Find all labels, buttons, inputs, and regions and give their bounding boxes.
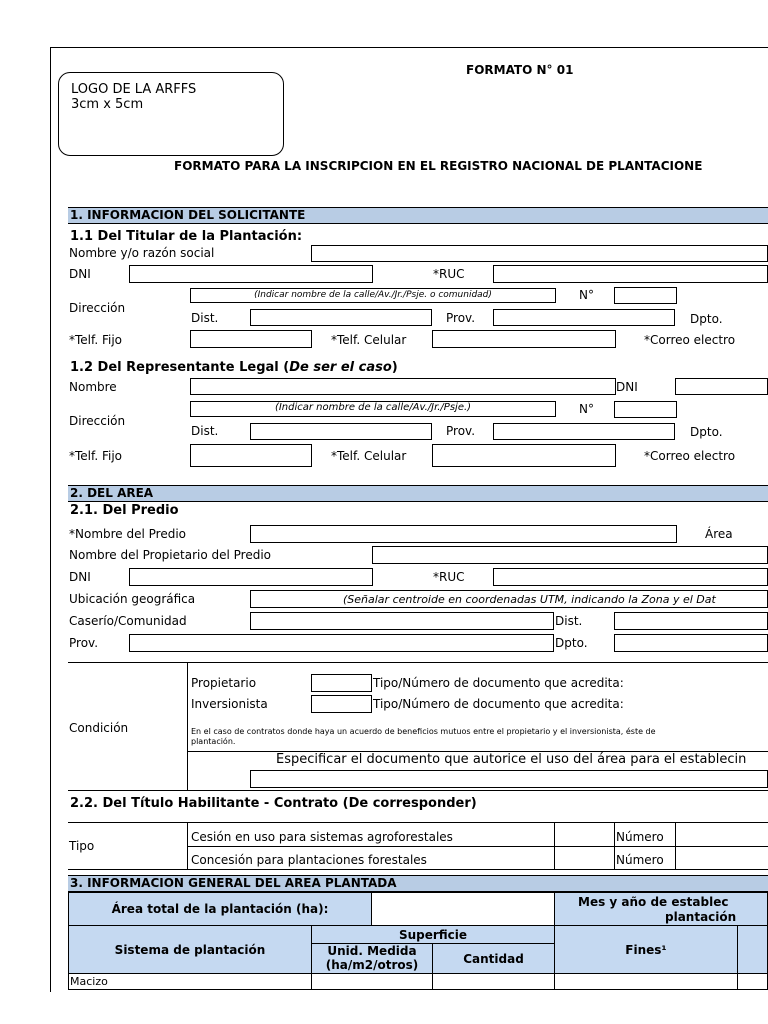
macizo-unid-field[interactable]	[311, 973, 433, 990]
logo-placeholder	[58, 72, 284, 156]
titular-telf-celular-field[interactable]	[432, 330, 616, 348]
representante-telf-celular-label: *Telf. Celular	[331, 449, 407, 463]
titulo-divider-2	[554, 822, 555, 869]
predio-ubicacion-label: Ubicación geográfica	[69, 592, 196, 606]
macizo-label: Macizo	[70, 975, 108, 988]
logo-label-line2: 3cm x 5cm	[71, 97, 144, 112]
predio-caserio-label: Caserío/Comunidad	[69, 614, 187, 628]
section1-header: 1. INFORMACION DEL SOLICITANTE	[68, 207, 768, 224]
condicion-top-rule	[68, 662, 768, 663]
representante-dpto-label: Dpto.	[690, 425, 723, 439]
page-left-border	[50, 47, 51, 992]
condicion-inversionista-label: Inversionista	[191, 697, 268, 711]
titulo-heading: 2.2. Del Título Habilitante - Contrato (De corresponder)	[70, 796, 477, 811]
cantidad-header: Cantidad	[432, 943, 555, 974]
mes-ano-label-line1: Mes y año de establec	[578, 895, 729, 909]
predio-dpto-label: Dpto.	[555, 636, 588, 650]
representante-numero-label: N°	[579, 402, 594, 416]
predio-prov-label: Prov.	[69, 636, 99, 650]
titulo-bottom-rule	[68, 869, 768, 870]
predio-dni-field[interactable]	[129, 568, 373, 586]
titular-telf-celular-label: *Telf. Celular	[331, 333, 407, 347]
fines-header-overflow	[737, 925, 768, 974]
representante-prov-label: Prov.	[446, 424, 476, 438]
representante-direccion-hint: (Indicar nombre de la calle/Av./Jr./Psje.)	[274, 402, 472, 413]
titular-direccion-label: Dirección	[69, 301, 126, 315]
representante-heading: 1.2 Del Representante Legal (De ser el caso)	[70, 360, 398, 375]
predio-dpto-field[interactable]	[614, 634, 768, 652]
titulo-row2-numero-label: Número	[616, 853, 664, 867]
superficie-header: Superficie	[311, 925, 555, 944]
predio-caserio-field[interactable]	[250, 612, 554, 630]
titulo-divider-1	[187, 822, 188, 869]
predio-ruc-field[interactable]	[493, 568, 768, 586]
titular-dist-field[interactable]	[250, 309, 432, 326]
predio-heading: 2.1. Del Predio	[70, 503, 179, 518]
unid-medida-line2: (ha/m2/otros)	[325, 958, 419, 972]
condicion-bottom-rule	[68, 790, 768, 791]
predio-nombre-label: *Nombre del Predio	[69, 527, 187, 541]
macizo-cantidad-field[interactable]	[432, 973, 555, 990]
titular-dni-label: DNI	[69, 267, 91, 281]
titular-numero-label: N°	[579, 288, 594, 302]
representante-nombre-field[interactable]	[190, 378, 616, 395]
titulo-mid-rule	[187, 846, 768, 847]
condicion-contrato-note-line1: En el caso de contratos donde haya un acuerdo de beneficios mutuos entre el propietario y el inversionista, éste de	[191, 727, 656, 736]
condicion-inversionista-checkbox[interactable]	[311, 695, 372, 713]
representante-numero-field[interactable]	[614, 401, 677, 418]
representante-dist-label: Dist.	[191, 424, 219, 438]
titular-nombre-label: Nombre y/o razón social	[69, 246, 215, 260]
representante-telf-celular-field[interactable]	[432, 444, 616, 467]
titular-telf-fijo-field[interactable]	[190, 330, 312, 348]
predio-ruc-label: *RUC	[433, 570, 465, 584]
representante-telf-fijo-field[interactable]	[190, 444, 312, 467]
titulo-row1-label: Cesión en uso para sistemas agroforestales	[191, 830, 453, 844]
titular-correo-label: *Correo electro	[644, 333, 736, 347]
representante-dist-field[interactable]	[250, 423, 432, 440]
predio-propietario-field[interactable]	[372, 546, 768, 564]
condicion-divider	[187, 662, 188, 790]
condicion-inversionista-doc-label: Tipo/Número de documento que acredita:	[373, 697, 624, 711]
representante-direccion-field[interactable]	[190, 401, 556, 417]
titular-heading: 1.1 Del Titular de la Plantación:	[70, 229, 303, 244]
predio-nombre-field[interactable]	[250, 525, 677, 543]
area-total-label: Área total de la plantación (ha):	[68, 892, 372, 926]
titulo-divider-4	[675, 822, 676, 869]
representante-dni-label: DNI	[616, 380, 638, 394]
predio-propietario-label: Nombre del Propietario del Predio	[69, 548, 272, 562]
form-title: FORMATO PARA LA INSCRIPCION EN EL REGISTRO NACIONAL DE PLANTACIONE	[174, 159, 703, 173]
titulo-row1-numero-label: Número	[616, 830, 664, 844]
representante-correo-label: *Correo electro	[644, 449, 736, 463]
especificar-field[interactable]	[250, 770, 768, 788]
predio-ubicacion-field[interactable]	[250, 590, 768, 608]
titular-numero-field[interactable]	[614, 287, 677, 304]
representante-dni-field[interactable]	[675, 378, 768, 395]
fines-header: Fines¹	[554, 925, 738, 974]
titular-telf-fijo-label: *Telf. Fijo	[69, 333, 123, 347]
titular-direccion-field[interactable]	[190, 288, 556, 303]
macizo-extra-field[interactable]	[737, 973, 768, 990]
titulo-divider-3	[614, 822, 615, 869]
titular-prov-label: Prov.	[446, 311, 476, 325]
mes-ano-label-line2: plantación	[665, 910, 737, 924]
titular-prov-field[interactable]	[493, 309, 675, 326]
predio-area-label: Área	[705, 527, 733, 541]
titular-nombre-field[interactable]	[311, 245, 768, 262]
macizo-fines-field[interactable]	[554, 973, 738, 990]
especificar-label: Especificar el documento que autorice el uso del área para el establecin	[276, 752, 747, 767]
titular-ruc-label: *RUC	[433, 267, 465, 281]
representante-direccion-label: Dirección	[69, 414, 126, 428]
representante-prov-field[interactable]	[493, 423, 675, 440]
condicion-propietario-doc-label: Tipo/Número de documento que acredita:	[373, 676, 624, 690]
predio-dist-label: Dist.	[555, 614, 583, 628]
titular-dpto-label: Dpto.	[690, 312, 723, 326]
mes-ano-header	[554, 892, 768, 926]
section2-header: 2. DEL AREA	[68, 485, 768, 502]
titulo-top-rule	[68, 822, 768, 823]
unid-medida-line1: Unid. Medida	[327, 944, 417, 958]
titular-dist-label: Dist.	[191, 311, 219, 325]
representante-telf-fijo-label: *Telf. Fijo	[69, 449, 123, 463]
titular-ruc-field[interactable]	[493, 265, 768, 283]
macizo-row	[68, 973, 312, 990]
condicion-propietario-checkbox[interactable]	[311, 674, 372, 692]
predio-prov-field[interactable]	[129, 634, 554, 652]
titulo-row2-label: Concesión para plantaciones forestales	[191, 853, 427, 867]
predio-dni-label: DNI	[69, 570, 91, 584]
area-total-field[interactable]	[371, 892, 555, 926]
representante-nombre-label: Nombre	[69, 380, 117, 394]
titular-direccion-hint: (Indicar nombre de la calle/Av./Jr./Psje. o comunidad)	[254, 290, 492, 300]
titulo-tipo-label: Tipo	[69, 839, 95, 853]
sistema-header: Sistema de plantación	[68, 925, 312, 974]
logo-label-line1: LOGO DE LA ARFFS	[71, 82, 197, 97]
titular-dni-field[interactable]	[129, 265, 373, 283]
condicion-propietario-label: Propietario	[191, 676, 257, 690]
format-number: FORMATO N° 01	[466, 63, 574, 77]
predio-dist-field[interactable]	[614, 612, 768, 630]
condicion-contrato-note-line2: plantación.	[191, 737, 236, 746]
page-top-border	[50, 47, 768, 48]
unid-medida-header	[311, 943, 433, 974]
predio-ubicacion-hint: (Señalar centroide en coordenadas UTM, indicando la Zona y el Dat	[343, 593, 716, 606]
condicion-label: Condición	[69, 721, 129, 735]
section3-header: 3. INFORMACION GENERAL DEL AREA PLANTADA	[68, 875, 768, 892]
